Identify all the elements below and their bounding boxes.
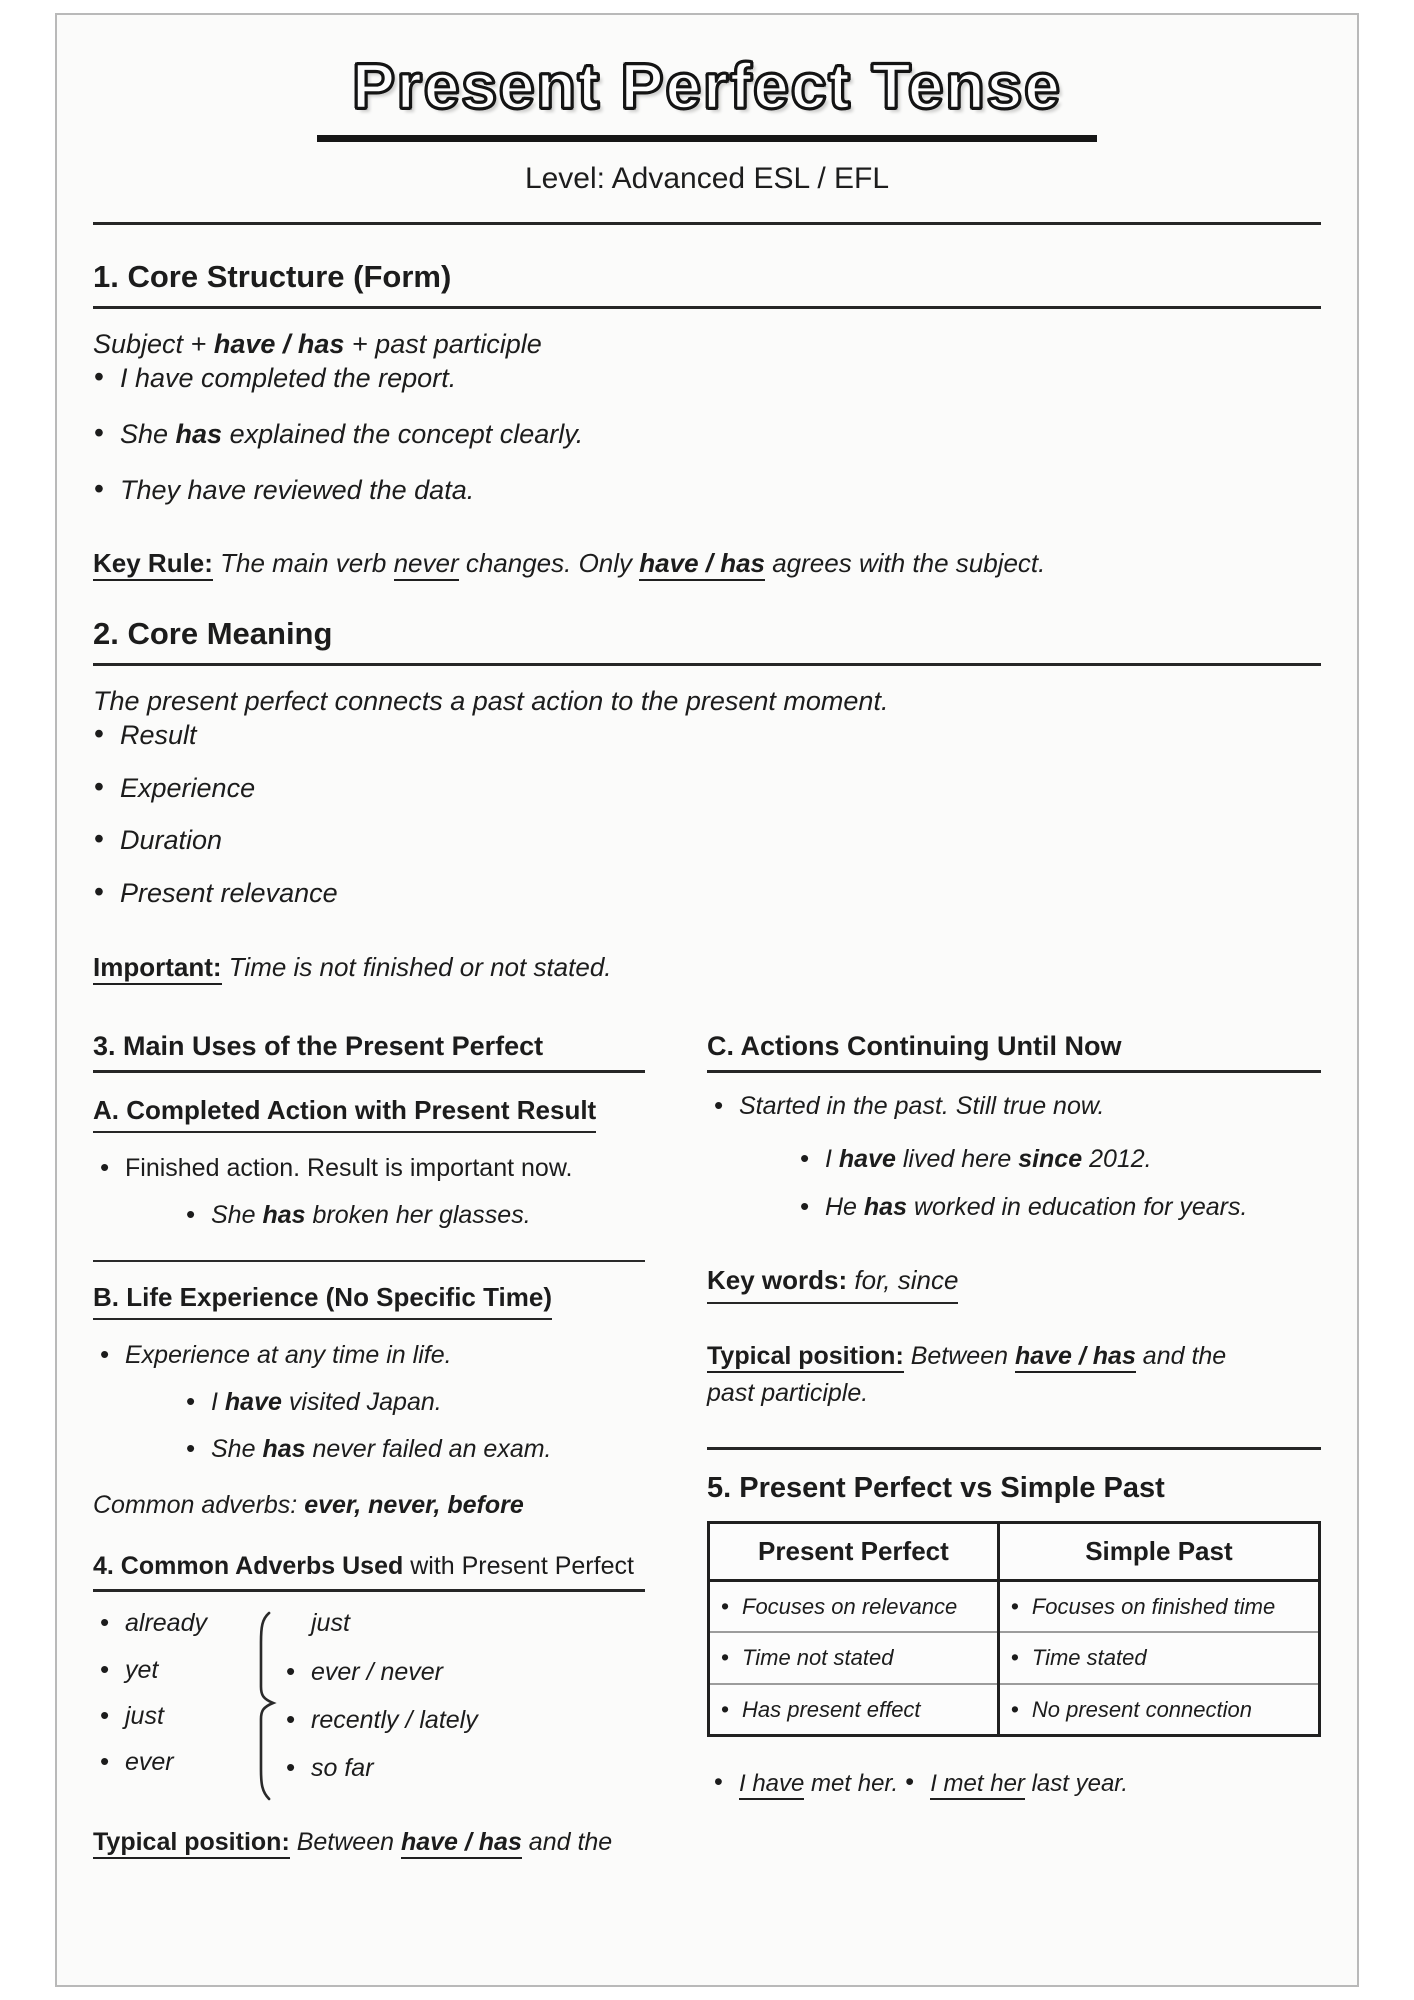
comparison-table	[707, 1521, 1321, 1738]
brace-graphic	[245, 1610, 279, 1802]
section-1-examples	[93, 362, 1321, 507]
section-divider	[93, 1260, 645, 1262]
table-row	[709, 1632, 1320, 1684]
table-cell: • Focuses on finished time	[1010, 1593, 1308, 1621]
sub-bullet-item: • She has broken her glasses.	[185, 1200, 645, 1231]
formula-line: Subject + have / has + past participle	[93, 329, 542, 359]
bullet-item: • Started in the past. Still true now.	[713, 1091, 1321, 1122]
list-item: • They have reviewed the data.	[93, 474, 1321, 508]
right-column	[707, 1031, 1321, 1862]
section-1-heading: 1. Core Structure (Form)	[93, 259, 1321, 309]
table-cell: • Time not stated	[720, 1644, 987, 1672]
section-2-heading: 2. Core Meaning	[93, 616, 1321, 666]
sub-bullet-item: • I have visited Japan.	[185, 1387, 645, 1418]
part-a-heading: A. Completed Action with Present Result	[93, 1095, 596, 1133]
list-item: • already	[99, 1608, 245, 1639]
typical-position-right: Typical position: Between have / has and the past participle.	[707, 1341, 1227, 1408]
table-header-cell: Simple Past	[998, 1522, 1319, 1580]
table-row	[709, 1684, 1320, 1736]
section-5-heading: 5. Present Perfect vs Simple Past	[707, 1471, 1165, 1504]
key-rule-note: Key Rule: The main verb never changes. Only have / has agrees with the subject.	[93, 545, 1321, 581]
section-2-intro: The present perfect connects a past action to the present moment.	[93, 685, 889, 716]
title-block	[93, 49, 1321, 196]
section-3-heading: 3. Main Uses of the Present Perfect	[93, 1031, 645, 1073]
key-words-note: Key words: for, since	[707, 1265, 958, 1304]
part-a	[93, 1095, 645, 1232]
page-subtitle: Level: Advanced ESL / EFL	[524, 162, 890, 195]
list-item: • just	[99, 1701, 245, 1732]
list-item: • yet	[99, 1655, 245, 1686]
list-item: • I have completed the report.	[93, 362, 1321, 396]
adverb-list-right	[279, 1608, 478, 1801]
list-item: • ever	[99, 1747, 245, 1778]
table-cell: • No present connection	[1010, 1696, 1308, 1724]
list-item: • ever / never	[285, 1657, 478, 1688]
table-header-row	[709, 1522, 1320, 1580]
left-column	[93, 1031, 645, 1862]
horizontal-rule	[707, 1447, 1321, 1450]
important-note: Important: Time is not finished or not stated.	[93, 949, 1321, 985]
list-item: • Present relevance	[93, 877, 1321, 911]
worksheet-page	[55, 13, 1359, 1987]
adverb-diagram	[93, 1608, 645, 1802]
section-c-heading: C. Actions Continuing Until Now	[707, 1031, 1321, 1073]
list-item: • recently / lately	[285, 1705, 478, 1736]
list-item: just	[311, 1609, 350, 1638]
example-present-perfect: • I have met her.	[713, 1769, 898, 1799]
table-cell: • Has present effect	[720, 1696, 987, 1724]
bullet-item: • Experience at any time in life.	[99, 1340, 645, 1371]
list-item: • Duration	[93, 824, 1321, 858]
page-title: Present Perfect Tense	[352, 50, 1062, 122]
sub-bullet-item: • She has never failed an exam.	[185, 1434, 645, 1465]
common-adverbs-note: Common adverbs: ever, never, before	[93, 1491, 524, 1520]
table-examples	[707, 1769, 1321, 1799]
bullet-item: • Finished action. Result is important now.	[99, 1153, 645, 1184]
adverb-list-left	[93, 1608, 245, 1793]
table-cell: • Focuses on relevance	[720, 1593, 987, 1621]
section-4-heading: 4. Common Adverbs Used with Present Perfect	[93, 1552, 645, 1592]
section-2-list	[93, 719, 1321, 911]
table-row	[709, 1580, 1320, 1632]
sub-bullet-item: • I have lived here since 2012.	[799, 1144, 1321, 1175]
sub-bullet-item: • He has worked in education for years.	[799, 1192, 1321, 1223]
title-underline	[317, 135, 1097, 142]
list-item: • Experience	[93, 772, 1321, 806]
two-column-area	[93, 1031, 1321, 1862]
table-header-cell: Present Perfect	[709, 1522, 999, 1580]
horizontal-rule	[93, 222, 1321, 225]
part-b-heading: B. Life Experience (No Specific Time)	[93, 1282, 552, 1320]
list-item: • Result	[93, 719, 1321, 753]
typical-position-left: Typical position: Between have / has and the	[93, 1824, 645, 1862]
example-simple-past: • I met her last year.	[904, 1769, 1128, 1799]
list-item: • She has explained the concept clearly.	[93, 418, 1321, 452]
table-cell: • Time stated	[1010, 1644, 1308, 1672]
list-item: • so far	[285, 1753, 478, 1784]
part-b	[93, 1282, 645, 1521]
